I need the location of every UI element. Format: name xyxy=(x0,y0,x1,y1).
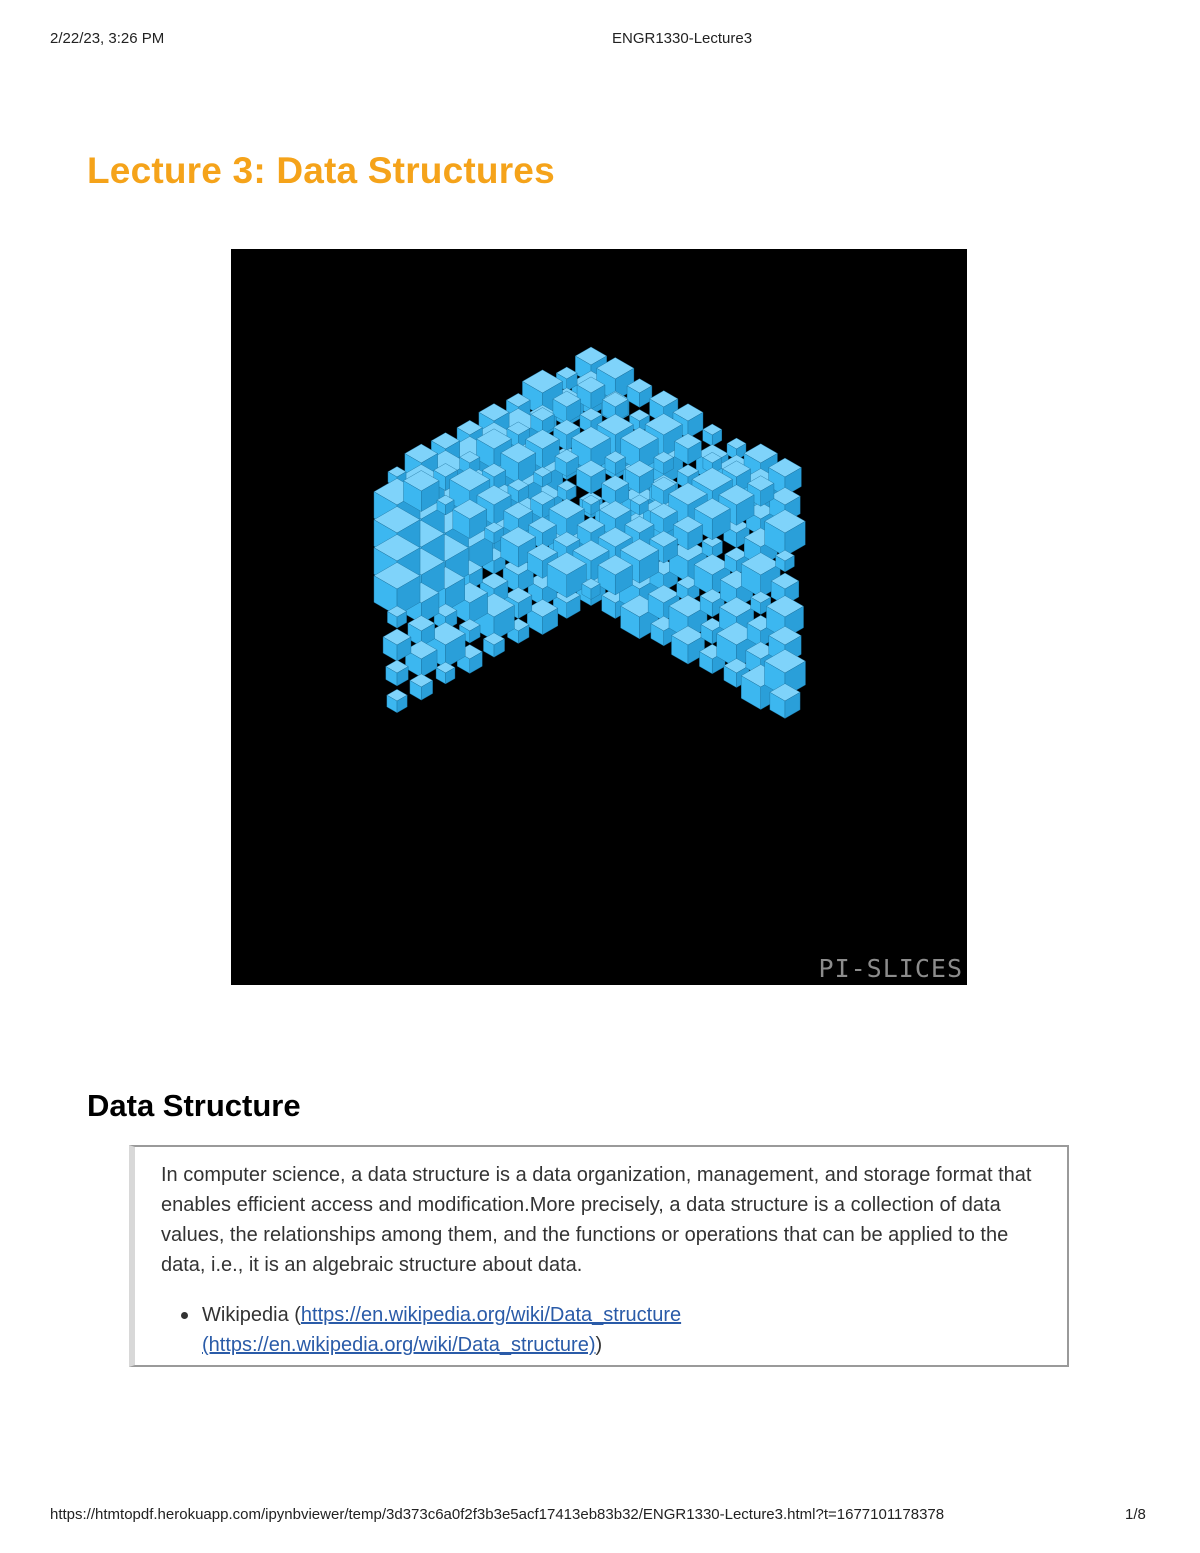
print-date: 2/22/23, 3:26 PM xyxy=(50,30,165,47)
data-cube xyxy=(703,424,722,446)
image-watermark: PI-SLICES xyxy=(818,954,963,983)
data-cube xyxy=(386,660,408,686)
cube-illustration xyxy=(231,249,967,985)
definition-blockquote xyxy=(129,1145,1069,1367)
source-label: Wikipedia ( xyxy=(202,1304,301,1326)
source-close: ) xyxy=(595,1334,603,1356)
page-number: 1/8 xyxy=(1125,1506,1146,1523)
print-doc-title: ENGR1330-Lecture3 xyxy=(612,30,753,47)
print-url: https://htmtopdf.herokuapp.com/ipynbviewer/temp/3d373c6a0f2f3b3e5acf17413eb83b32/ENGR1330-Lecture3.html?t=1677101178378 xyxy=(50,1506,945,1523)
wikipedia-link[interactable]: https://en.wikipedia.org/wiki/Data_structure xyxy=(300,1304,682,1326)
data-cube xyxy=(436,662,455,684)
hero-image-data-cubes xyxy=(231,249,967,985)
definition-text: In computer science, a data structure is a data organization, management, and storage format that enables efficient access and modification.More precisely, a data structure is a collection of data values, the relationships among them, and the functions or operations that can be applied to the data, i.e., it is an algebraic structure about data. xyxy=(161,1164,1032,1276)
data-cube xyxy=(387,689,407,712)
source-list-item xyxy=(161,1300,1041,1360)
section-heading: Data Structure xyxy=(87,1088,301,1123)
data-cube xyxy=(410,674,433,700)
source-list xyxy=(161,1300,1041,1360)
bullet-icon xyxy=(181,1312,188,1319)
wikipedia-link-paren[interactable]: (https://en.wikipedia.org/wiki/Data_structure) xyxy=(202,1334,596,1356)
page-title: Lecture 3: Data Structures xyxy=(87,150,555,191)
